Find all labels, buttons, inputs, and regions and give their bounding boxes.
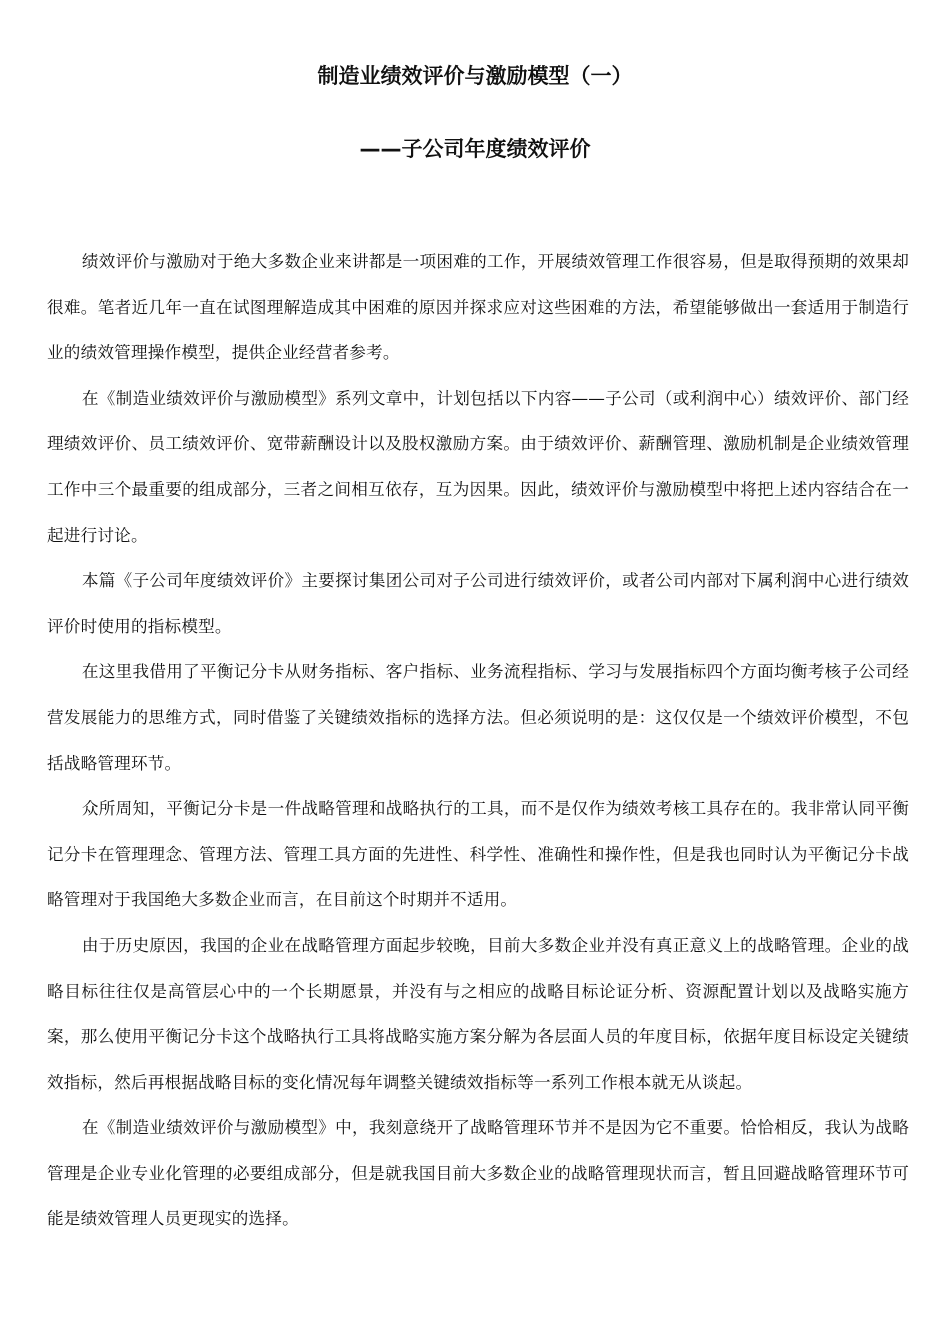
paragraph-7: 在《制造业绩效评价与激励模型》中，我刻意绕开了战略管理环节并不是因为它不重要。恰恰相反，我认为战略管理是企业专业化管理的必要组成部分，但是就我国目前大多数企业的战略管理现状而言，暂且回避战略管理环节可能是绩效管理人员更现实的选择。 [47, 1118, 909, 1229]
document-body [47, 239, 909, 1242]
paragraph-4: 在这里我借用了平衡记分卡从财务指标、客户指标、业务流程指标、学习与发展指标四个方面均衡考核子公司经营发展能力的思维方式，同时借鉴了关键绩效指标的选择方法。但必须说明的是：这仅仅是一个绩效评价模型，不包括战略管理环节。 [47, 662, 909, 773]
paragraph-2: 在《制造业绩效评价与激励模型》系列文章中，计划包括以下内容——子公司（或利润中心）绩效评价、部门经理绩效评价、员工绩效评价、宽带薪酬设计以及股权激励方案。由于绩效评价、薪酬管理、激励机制是企业绩效管理工作中三个最重要的组成部分，三者之间相互依存，互为因果。因此，绩效评价与激励模型中将把上述内容结合在一起进行讨论。 [47, 388, 909, 545]
paragraph-5: 众所周知，平衡记分卡是一件战略管理和战略执行的工具，而不是仅作为绩效考核工具存在的。我非常认同平衡记分卡在管理理念、管理方法、管理工具方面的先进性、科学性、准确性和操作性，但是我也同时认为平衡记分卡战略管理对于我国绝大多数企业而言，在目前这个时期并不适用。 [47, 799, 909, 910]
paragraph-3: 本篇《子公司年度绩效评价》主要探讨集团公司对子公司进行绩效评价，或者公司内部对下属利润中心进行绩效评价时使用的指标模型。 [47, 571, 909, 636]
document-title: 制造业绩效评价与激励模型（一） [317, 64, 633, 88]
paragraph-1: 绩效评价与激励对于绝大多数企业来讲都是一项困难的工作，开展绩效管理工作很容易，但是取得预期的效果却很难。笔者近几年一直在试图理解造成其中困难的原因并探求应对这些困难的方法，希望能够做出一套适用于制造行业的绩效管理操作模型，提供企业经营者参考。 [47, 252, 909, 363]
document-subtitle: ——子公司年度绩效评价 [359, 137, 591, 161]
paragraph-6: 由于历史原因，我国的企业在战略管理方面起步较晚，目前大多数企业并没有真正意义上的战略管理。企业的战略目标往往仅是高管层心中的一个长期愿景，并没有与之相应的战略目标论证分析、资源配置计划以及战略实施方案，那么使用平衡记分卡这个战略执行工具将战略实施方案分解为各层面人员的年度目标，依据年度目标设定关键绩效指标，然后再根据战略目标的变化情况每年调整关键绩效指标等一系列工作根本就无从谈起。 [47, 935, 909, 1092]
